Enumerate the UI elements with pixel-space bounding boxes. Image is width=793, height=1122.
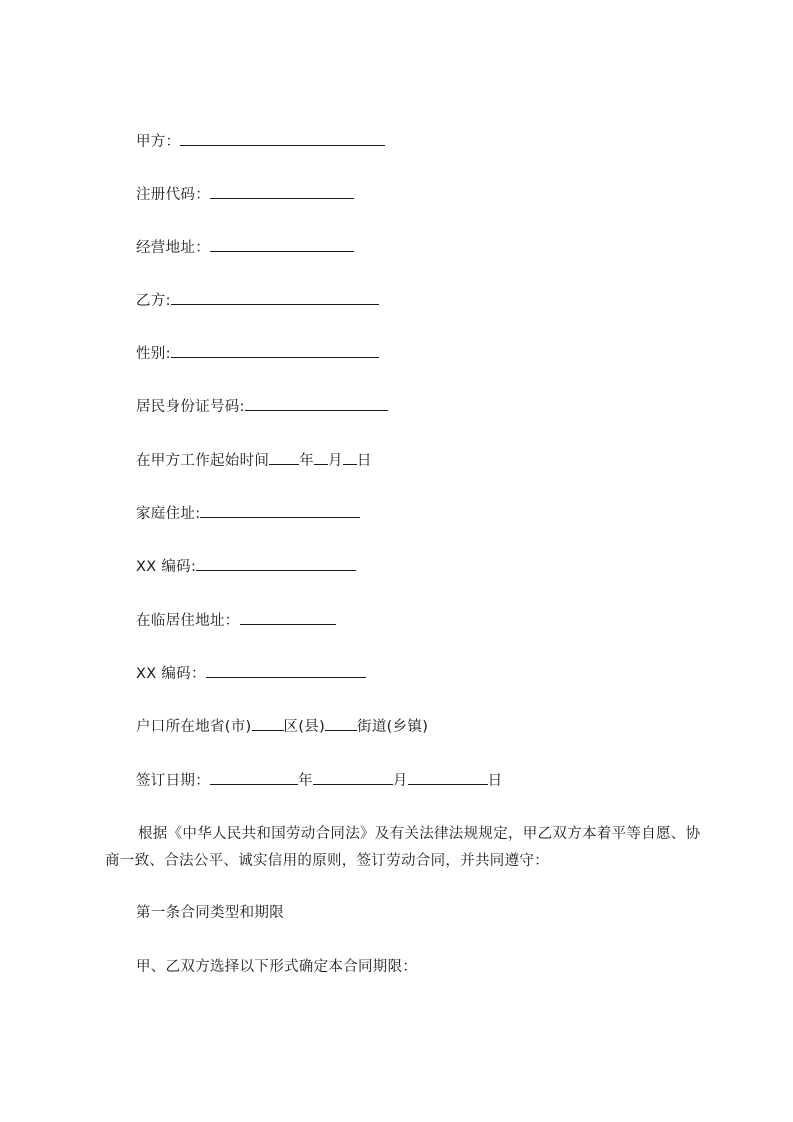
start-time-label: 在甲方工作起始时间	[136, 453, 270, 469]
id-number-label: 居民身份证号码:	[136, 399, 245, 415]
id-number-line	[136, 396, 388, 417]
party-b-line	[136, 290, 379, 311]
party-a-blank[interactable]	[180, 131, 385, 146]
sign-day-label: 日	[487, 773, 503, 789]
gender-line	[136, 343, 379, 364]
postcode-1-label: XX 编码:	[136, 559, 197, 575]
start-day-label: 日	[356, 453, 372, 469]
party-a-label: 甲方：	[136, 134, 181, 150]
sign-day-blank[interactable]	[408, 770, 488, 785]
home-address-label: 家庭住址:	[136, 506, 201, 522]
home-address-line	[136, 503, 360, 524]
start-month-label: 月	[328, 453, 343, 469]
postcode-2-line	[136, 663, 366, 684]
biz-address-label: 经营地址：	[136, 240, 210, 256]
biz-address-blank[interactable]	[210, 237, 354, 252]
intro-paragraph: 根据《中华人民共和国劳动合同法》及有关法律法规规定，甲乙双方本着平等自愿、协商一致、合法公平、诚实信用的原则，签订劳动合同，并共同遵守：	[105, 826, 701, 869]
postcode-1-line	[136, 556, 356, 577]
party-a-line	[136, 131, 385, 152]
sign-year-label: 年	[298, 773, 313, 789]
postcode-2-blank[interactable]	[206, 663, 366, 678]
id-number-blank[interactable]	[245, 396, 388, 411]
reg-code-label: 注册代码：	[136, 187, 210, 203]
sign-month-label: 月	[392, 773, 408, 789]
gender-label: 性别:	[136, 346, 171, 362]
sign-month-blank[interactable]	[313, 770, 393, 785]
start-time-line	[136, 450, 372, 471]
district-label: 区(县)	[283, 719, 326, 735]
hukou-district-blank[interactable]	[325, 716, 357, 731]
reg-code-line	[136, 184, 354, 205]
temp-address-blank[interactable]	[240, 610, 336, 625]
sign-date-label: 签订日期：	[136, 773, 210, 789]
start-year-label: 年	[299, 453, 315, 469]
article-1-title: 第一条合同类型和期限	[136, 905, 284, 921]
gender-blank[interactable]	[171, 343, 379, 358]
article-1-text: 甲、乙双方选择以下形式确定本合同期限：	[136, 959, 418, 975]
biz-address-line	[136, 237, 354, 258]
temp-address-label: 在临居住地址：	[136, 613, 240, 629]
sign-year-blank[interactable]	[210, 770, 298, 785]
postcode-2-label: XX 编码：	[136, 666, 206, 682]
temp-address-line	[136, 610, 336, 631]
start-month-blank[interactable]	[314, 450, 328, 465]
start-day-blank[interactable]	[343, 450, 357, 465]
hukou-province-blank[interactable]	[252, 716, 284, 731]
home-address-blank[interactable]	[200, 503, 360, 518]
hukou-line	[136, 716, 428, 737]
street-label: 街道(乡镇)	[357, 719, 429, 735]
party-b-blank[interactable]	[171, 290, 379, 305]
reg-code-blank[interactable]	[210, 184, 354, 199]
postcode-1-blank[interactable]	[196, 556, 356, 571]
hukou-label: 户口所在地省(市)	[136, 719, 252, 735]
sign-date-line	[136, 770, 502, 791]
party-b-label: 乙方:	[136, 293, 171, 309]
start-year-blank[interactable]	[269, 450, 299, 465]
